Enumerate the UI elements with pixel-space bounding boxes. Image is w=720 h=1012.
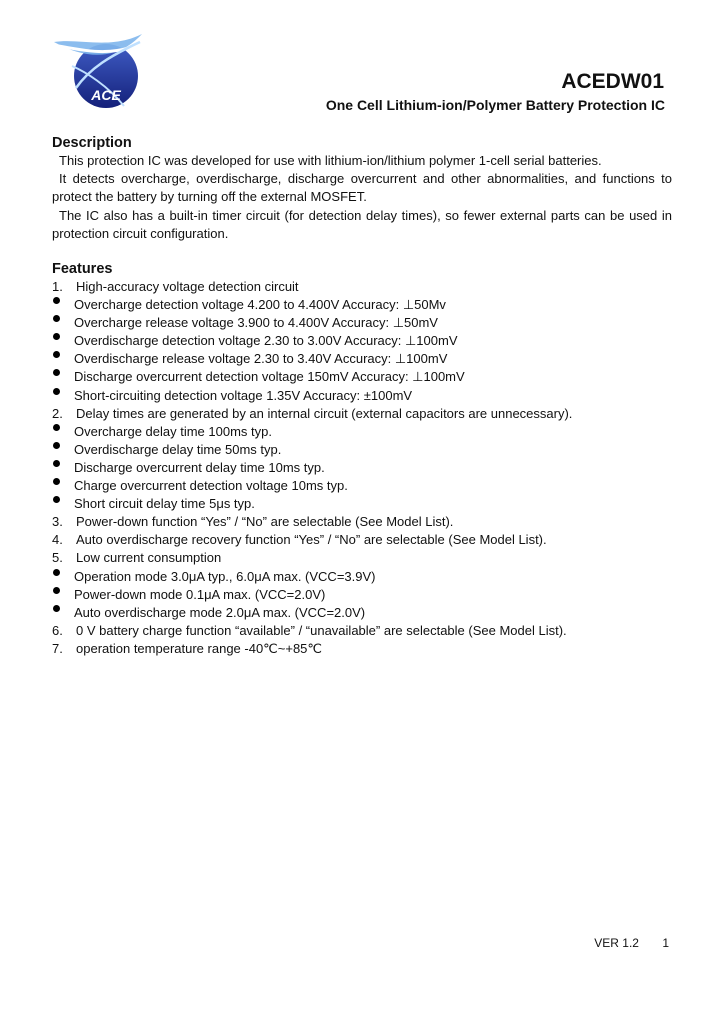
feature-item xyxy=(52,368,672,386)
document-body xyxy=(52,134,672,658)
feature-text: Power-down function “Yes” / “No” are selectable (See Model List). xyxy=(76,514,454,530)
number-marker: 1. xyxy=(52,279,63,295)
feature-text: Power-down mode 0.1μA max. (VCC=2.0V) xyxy=(74,586,326,602)
feature-text: Discharge overcurrent delay time 10ms typ. xyxy=(74,459,325,475)
ace-logo xyxy=(50,28,146,110)
feature-text: Low current consumption xyxy=(76,550,222,566)
feature-item xyxy=(52,332,672,350)
bullet-marker xyxy=(52,459,74,477)
feature-text: Overdischarge delay time 50ms typ. xyxy=(74,441,282,457)
feature-text: Operation mode 3.0μA typ., 6.0μA max. (VCC=3.9V) xyxy=(74,568,376,584)
number-marker: 5. xyxy=(52,550,63,566)
bullet-marker xyxy=(52,332,74,350)
description-paragraph-3: The IC also has a built-in timer circuit (for detection delay times), so fewer external parts can be used in protection circuit configuration. xyxy=(52,207,672,241)
feature-item xyxy=(52,423,672,441)
page-number: 1 xyxy=(662,936,669,950)
bullet-marker xyxy=(52,586,74,604)
bullet-marker xyxy=(52,423,74,441)
features-list xyxy=(52,278,672,658)
number-marker: 6. xyxy=(52,622,63,638)
feature-item xyxy=(52,387,672,405)
feature-item xyxy=(52,350,672,368)
feature-text: Charge overcurrent detection voltage 10ms typ. xyxy=(74,478,348,494)
feature-item xyxy=(52,459,672,477)
feature-item xyxy=(52,586,672,604)
feature-item xyxy=(52,604,672,622)
feature-item xyxy=(52,278,672,296)
bullet-marker xyxy=(52,387,74,405)
description-paragraph-1: This protection IC was developed for use with lithium-ion/lithium polymer 1-cell serial batteries. xyxy=(59,153,602,168)
number-marker: 2. xyxy=(52,405,63,421)
description-paragraph-2: It detects overcharge, overdischarge, discharge overcurrent and other abnormalities, and functions to protect the battery by turning off the external MOSFET. xyxy=(52,171,672,205)
feature-item xyxy=(52,314,672,332)
document-subtitle: One Cell Lithium-ion/Polymer Battery Protection IC xyxy=(325,97,665,113)
feature-text: Short-circuiting detection voltage 1.35V Accuracy: ±100mV xyxy=(74,387,413,403)
feature-text: Overdischarge release voltage 2.30 to 3.40V Accuracy: ⊥100mV xyxy=(74,351,448,367)
page-footer xyxy=(594,936,669,950)
feature-text: Delay times are generated by an internal circuit (external capacitors are unnecessary). xyxy=(76,405,573,421)
feature-item xyxy=(52,640,672,658)
feature-item xyxy=(52,513,672,531)
feature-text: Overcharge delay time 100ms typ. xyxy=(74,423,272,439)
feature-item xyxy=(52,296,672,314)
feature-text: Overcharge detection voltage 4.200 to 4.400V Accuracy: ⊥50Mv xyxy=(74,297,446,313)
feature-text: High-accuracy voltage detection circuit xyxy=(76,279,299,295)
feature-text: Overcharge release voltage 3.900 to 4.400V Accuracy: ⊥50mV xyxy=(74,315,438,331)
bullet-marker xyxy=(52,604,74,622)
feature-text: Short circuit delay time 5μs typ. xyxy=(74,496,255,512)
number-marker: 3. xyxy=(52,514,63,530)
feature-text: Auto overdischarge mode 2.0μA max. (VCC=2.0V) xyxy=(74,604,366,620)
bullet-marker xyxy=(52,441,74,459)
feature-item xyxy=(52,495,672,513)
feature-item xyxy=(52,405,672,423)
bullet-marker xyxy=(52,568,74,586)
feature-item xyxy=(52,477,672,495)
ace-logo-icon xyxy=(50,28,146,110)
part-number: ACEDW01 xyxy=(561,70,664,93)
feature-text: 0 V battery charge function “available” / “unavailable” are selectable (See Model List). xyxy=(76,622,567,638)
feature-item xyxy=(52,549,672,567)
number-marker: 7. xyxy=(52,640,63,656)
features-section xyxy=(52,260,672,658)
feature-item xyxy=(52,531,672,549)
bullet-marker xyxy=(52,350,74,368)
version-label: VER 1.2 xyxy=(594,936,639,950)
feature-item xyxy=(52,441,672,459)
description-heading: Description xyxy=(52,135,132,151)
features-heading: Features xyxy=(52,261,113,278)
feature-text: Auto overdischarge recovery function “Yes” / “No” are selectable (See Model List). xyxy=(76,532,547,548)
bullet-marker xyxy=(52,368,74,386)
feature-item xyxy=(52,568,672,586)
bullet-marker xyxy=(52,314,74,332)
feature-text: operation temperature range -40℃~+85℃ xyxy=(76,640,323,656)
number-marker: 4. xyxy=(52,532,63,548)
feature-text: Discharge overcurrent detection voltage 150mV Accuracy: ⊥100mV xyxy=(74,369,465,385)
bullet-marker xyxy=(52,495,74,513)
description-section xyxy=(52,134,672,243)
bullet-marker xyxy=(52,477,74,495)
svg-text:ACE: ACE xyxy=(91,87,121,103)
feature-text: Overdischarge detection voltage 2.30 to 3.00V Accuracy: ⊥100mV xyxy=(74,333,458,349)
bullet-marker xyxy=(52,296,74,314)
feature-item xyxy=(52,622,672,640)
